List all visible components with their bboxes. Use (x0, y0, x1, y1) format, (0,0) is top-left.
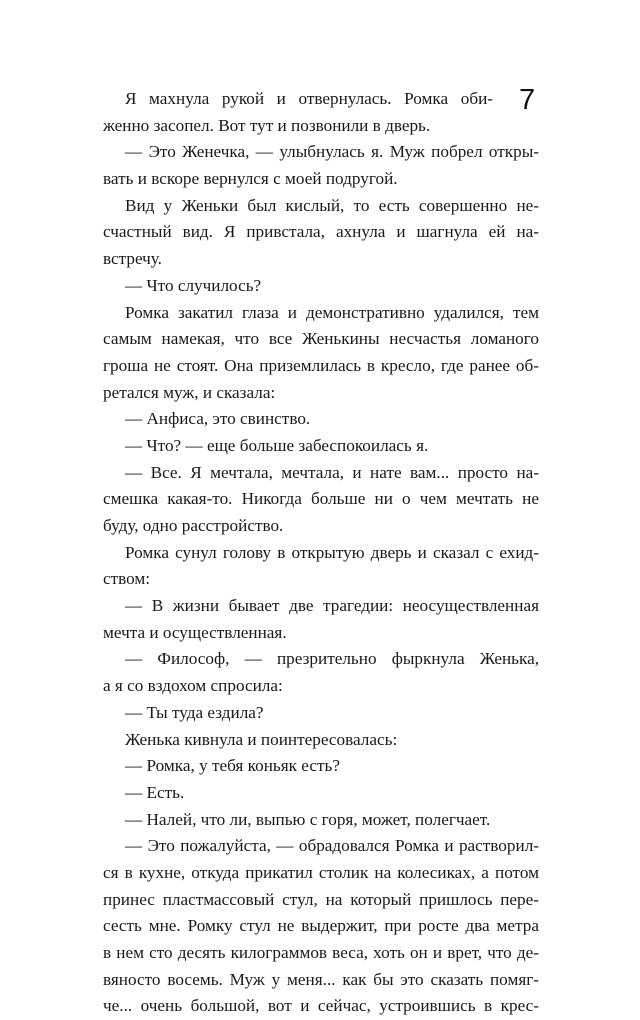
text-line: вать и вскоре вернулся с моей подругой. (103, 169, 398, 189)
text-line: че... очень большой, вот и сейчас, устроившись в крес- (103, 996, 539, 1016)
text-line: принес пластмассовый стул, на который пришлось пере- (103, 889, 539, 909)
text-line: ретался муж, и сказала: (103, 382, 276, 402)
text-line: смешка какая-то. Никогда больше ни о чем мечтать не (103, 489, 539, 509)
text-line: — Есть. (125, 782, 185, 802)
text-line: вяносто восемь. Муж у меня... как бы это сказать помяг- (103, 969, 539, 989)
text-line: Ромка закатил глаза и демонстративно удалился, тем (125, 302, 539, 322)
text-line: — Ромка, у тебя коньяк есть? (125, 756, 340, 776)
text-line: — Налей, что ли, выпью с горя, может, полегчает. (125, 809, 491, 829)
text-line: в нем сто десять килограммов веса, хоть он и врет, что де- (103, 943, 539, 962)
text-line: ством: (103, 569, 151, 589)
text-line: — Это Женечка, — улыбнулась я. Муж побрел откры- (125, 142, 539, 162)
text-line: — В жизни бывает две трагедии: неосуществленная (125, 596, 539, 616)
text-line: — Ты туда ездила? (125, 702, 264, 722)
text-line: — Философ, — презрительно фыркнула Женька, (125, 649, 539, 669)
text-line: Вид у Женьки был кислый, то есть совершенно не- (125, 195, 539, 215)
text-line: гроша не стоят. Она приземлилась в кресло, где ранее об- (103, 355, 539, 375)
text-line: встречу. (103, 249, 162, 269)
text-line: — Анфиса, это свинство. (125, 409, 311, 429)
text-line: ся в кухне, откуда прикатил столик на колесиках, а потом (103, 862, 539, 882)
text-line: мечта и осуществленная. (103, 622, 287, 642)
text-line: буду, одно расстройство. (103, 516, 284, 535)
text-line: женно засопел. Вот тут и позвонили в дверь. (103, 115, 431, 135)
text-line: — Все. Я мечтала, мечтала, и нате вам... просто на- (125, 462, 539, 482)
text-line: счастный вид. Я привстала, ахнула и шагнула ей на- (103, 222, 539, 242)
text-block (103, 86, 539, 1020)
text-line: Ромка сунул голову в открытую дверь и сказал с ехид- (125, 542, 539, 562)
text-line: — Что? — еще больше забеспокоилась я. (125, 435, 429, 455)
text-line: самым намекая, что все Женькины несчастья ломаного (103, 329, 539, 349)
text-line: сесть мне. Ромку стул не выдержит, при росте два метра (103, 916, 539, 936)
text-line: — Это пожалуйста, — обрадовался Ромка и растворил- (125, 836, 539, 856)
text-line: а я со вздохом спросила: (103, 676, 283, 696)
text-line: Женька кивнула и поинтересовалась: (125, 729, 398, 749)
text-line: Я махнула рукой и отвернулась. Ромка оби- (125, 89, 493, 108)
text-line: — Что случилось? (125, 275, 262, 295)
page-number: 7 (519, 84, 536, 116)
